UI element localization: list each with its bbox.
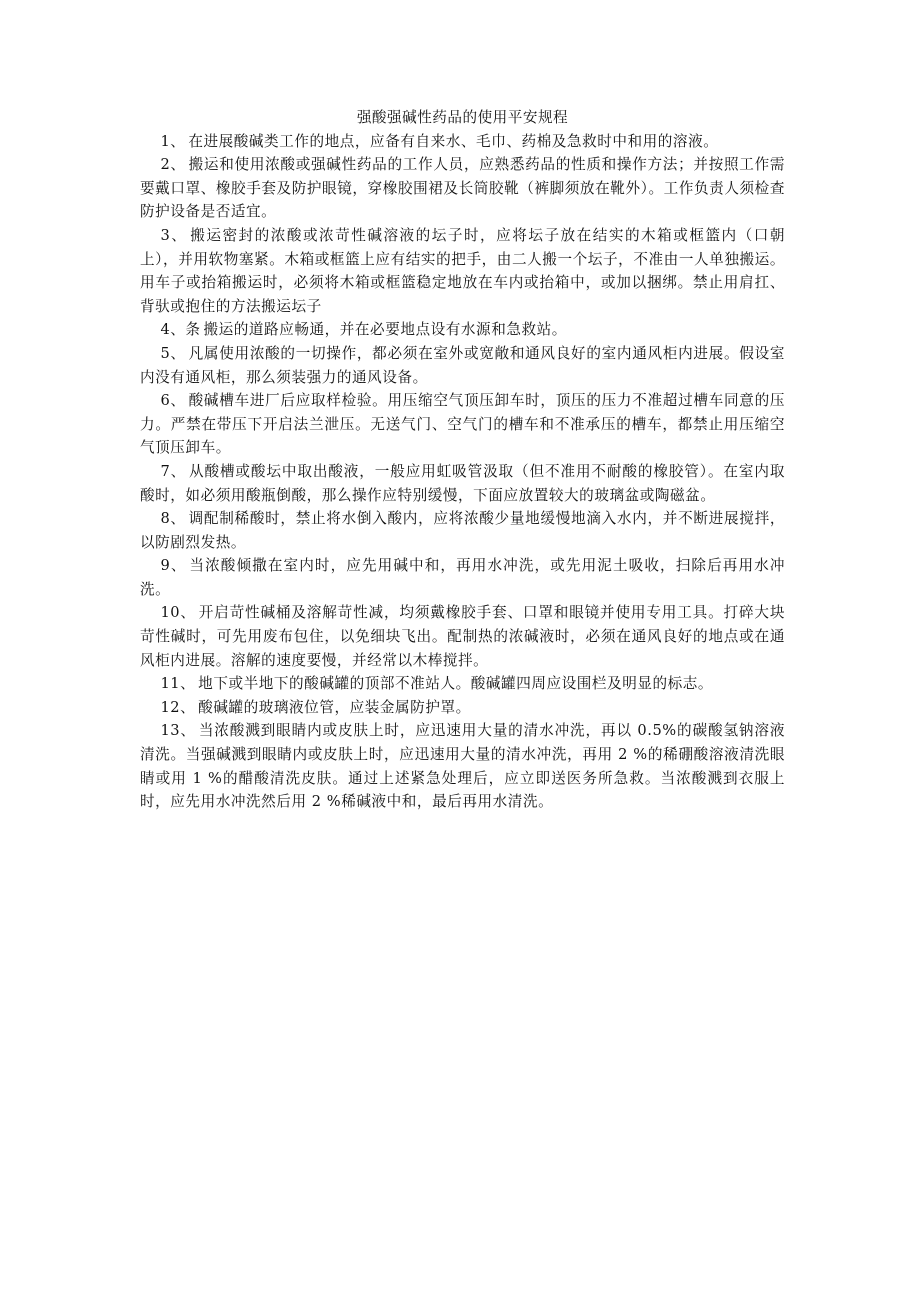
paragraph-text: 凡属使用浓酸的一切操作，都必须在室外或宽敞和通风良好的室内通风柜内进展。假设室内没有通风柜，那么须装强力的通风设备。	[140, 344, 786, 386]
paragraph-number: 2、	[160, 156, 186, 174]
paragraph-text: 从酸槽或酸坛中取出酸液，一般应用虹吸管汲取（但不准用不耐酸的橡胶管）。在室内取酸时，如必须用酸瓶倒酸，那么操作应特别缓慢，下面应放置较大的玻璃盆或陶磁盆。	[140, 462, 786, 504]
paragraph-text: 调配制稀酸时，禁止将水倒入酸内，应将浓酸少量地缓慢地滴入水内，并不断进展搅拌，以防剧烈发热。	[140, 510, 786, 551]
paragraph-text: 酸碱槽车进厂后应取样检验。用压缩空气顶压卸车时，顶压的压力不准超过槽车同意的压力。严禁在带压下开启法兰泄压。无送气门、空气门的槽车和不准承压的槽车，都禁止用压缩空气顶压卸车。	[140, 392, 786, 457]
paragraph-number: 5、	[160, 344, 186, 362]
paragraph-text: 搬运和使用浓酸或强碱性药品的工作人员，应熟悉药品的性质和操作方法；并按照工作需要戴口罩、橡胶手套及防护眼镜，穿橡胶围裙及长筒胶靴（裤脚须放在靴外）。工作负责人须检查防护设备是否适宜。	[140, 156, 786, 221]
paragraph-text: 开启苛性碱桶及溶解苛性减，均须戴橡胶手套、口罩和眼镜并使用专用工具。打碎大块苛性碱时，可先用废布包住，以免细块飞出。配制热的浓碱液时，必须在通风良好的地点或在通风柜内进展。溶解的速度要慢，并经常以木棒搅拌。	[140, 604, 785, 669]
paragraph-number: 12、	[160, 698, 196, 716]
paragraph-number: 3、	[160, 226, 188, 244]
paragraph-12	[140, 696, 785, 720]
paragraph-number: 8、	[160, 510, 186, 528]
paragraph-text: 当浓酸溅到眼睛内或皮肤上时，应迅速用大量的清水冲洗，再以 0.5%的碳酸氢钠溶液清洗。当强碱溅到眼睛内或皮肤上时，应迅速用大量的清水冲洗，再用 2 %的稀硼酸溶液清洗眼睛或用 1 %的醋酸清洗皮肤。通过上述紧急处理后，应立即送医务所急救。当浓酸溅到衣服上时，应先用水冲洗然后用 2 %稀碱液中和，最后再用水清洗。	[140, 722, 785, 811]
paragraph-text: 当浓酸倾撒在室内时，应先用碱中和，再用水冲洗，或先用泥土吸收，扫除后再用水冲洗。	[140, 557, 786, 598]
paragraph-text: 搬运的道路应畅通，并在必要地点设有水源和急救站。	[203, 321, 567, 339]
paragraph-number: 7、	[160, 462, 187, 480]
paragraph-11	[140, 672, 785, 696]
paragraph-number: 6、	[160, 392, 186, 410]
paragraph-number: 1、	[160, 132, 186, 150]
paragraph-number: 4、条	[160, 321, 201, 339]
paragraph-number: 9、	[160, 557, 187, 575]
document-page	[140, 106, 785, 814]
paragraph-text: 地下或半地下的酸碱罐的顶部不准站人。酸碱罐四周应设围栏及明显的标志。	[198, 675, 714, 693]
paragraph-4	[140, 318, 785, 342]
paragraph-13	[140, 719, 785, 813]
paragraph-number: 11、	[160, 675, 196, 693]
paragraph-1	[140, 130, 785, 154]
document-title: 强酸强碱性药品的使用平安规程	[356, 109, 569, 126]
paragraph-text: 搬运密封的浓酸或浓苛性碱溶液的坛子时，应将坛子放在结实的木箱或框篮内（口朝上），并用软物塞紧。木箱或框篮上应有结实的把手，由二人搬一个坛子，不准由一人单独搬运。用车子或抬箱搬运时，必须将木箱或框篮稳定地放在车内或抬箱中，或加以捆绑。禁止用肩扛、背驮或抱住的方法搬运坛子	[140, 226, 786, 315]
paragraph-8	[140, 507, 785, 554]
paragraph-7	[140, 460, 785, 507]
paragraph-10	[140, 601, 785, 672]
paragraph-text: 酸碱罐的玻璃液位管，应装金属防护罩。	[198, 698, 471, 716]
paragraph-text: 在进展酸碱类工作的地点，应备有自来水、毛巾、药棉及急救时中和用的溶液。	[188, 132, 719, 150]
paragraph-2	[140, 153, 785, 224]
paragraph-number: 13、	[160, 722, 196, 740]
paragraph-5	[140, 342, 785, 389]
paragraph-9	[140, 554, 785, 601]
paragraph-number: 10、	[160, 604, 196, 622]
paragraph-6	[140, 389, 785, 460]
paragraph-3	[140, 224, 785, 318]
